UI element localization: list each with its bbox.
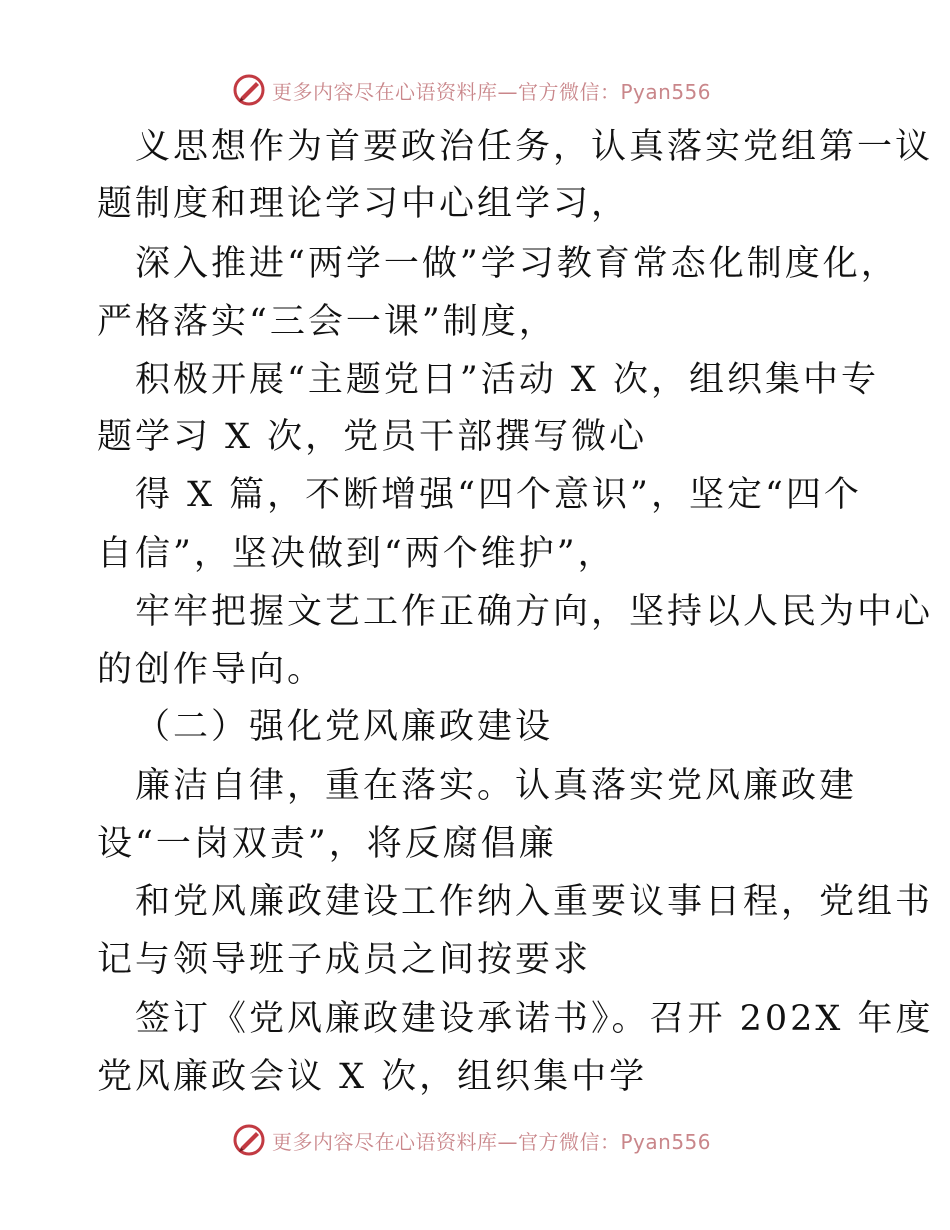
header-watermark-text: 更多内容尽在心语资料库—官方微信：Pyan556	[272, 79, 712, 104]
body-line: 义思想作为首要政治任务，认真落实党组第一议	[135, 127, 934, 167]
body-line: 积极开展“主题党日”活动 X 次，组织集中专	[135, 360, 879, 400]
body-line: 牢牢把握文艺工作正确方向，坚持以人民为中心	[135, 592, 934, 632]
body-line: 得 X 篇，不断增强“四个意识”，坚定“四个	[135, 475, 862, 515]
body-line: 记与领导班子成员之间按要求	[97, 940, 592, 980]
body-line: 题制度和理论学习中心组学习，	[97, 184, 630, 224]
header-watermark	[232, 70, 711, 110]
pen-logo-icon	[232, 73, 266, 107]
body-line: 题学习 X 次，党员干部撰写微心	[97, 417, 648, 457]
footer-watermark	[232, 1120, 711, 1160]
body-line: 签订《党风廉政建设承诺书》。召开 202X 年度	[135, 999, 934, 1039]
body-line: 自信”，坚决做到“两个维护”，	[97, 534, 616, 574]
body-line: 党风廉政会议 X 次，组织集中学	[97, 1057, 648, 1097]
pen-logo-icon	[232, 1123, 266, 1157]
body-line: 设“一岗双责”，将反腐倡廉	[97, 824, 557, 864]
footer-watermark-text: 更多内容尽在心语资料库—官方微信：Pyan556	[272, 1129, 712, 1154]
body-line: 严格落实“三会一课”制度，	[97, 302, 557, 342]
body-line: 深入推进“两学一做”学习教育常态化制度化，	[135, 244, 899, 284]
body-line: 廉洁自律，重在落实。认真落实党风廉政建	[135, 766, 858, 806]
body-line: 和党风廉政建设工作纳入重要议事日程，党组书	[135, 882, 934, 922]
body-line: 的创作导向。	[97, 650, 326, 690]
section-heading: （二）强化党风廉政建设	[135, 707, 554, 747]
